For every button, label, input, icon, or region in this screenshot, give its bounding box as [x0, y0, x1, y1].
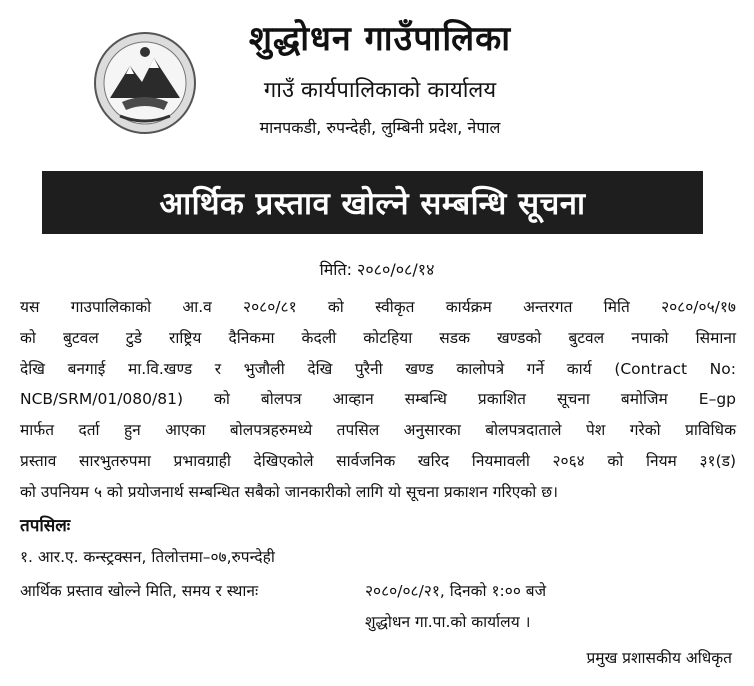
opening-label: आर्थिक प्रस्ताव खोल्ने मिति, समय र स्थानः — [20, 582, 259, 600]
body-line: को उपनियम ५ को प्रयोजनार्थ सम्बन्धित सबैको जानकारीको लागि यो सूचना प्रकाशन गरिएको छ। — [20, 482, 558, 501]
notice-title: आर्थिक प्रस्ताव खोल्ने सम्बन्धि सूचना — [159, 185, 586, 222]
body-line: प्रस्ताव सारभुतरुपमा प्रभावग्राही देखिएकोले सार्वजनिक खरिद नियमावली २०६४ को नियम ३१(ड) — [20, 451, 736, 470]
opening-datetime: २०८०/०८/२१, दिनको १:०० बजे — [365, 582, 547, 600]
signatory-title: प्रमुख प्रशासकीय अधिकृत — [586, 649, 732, 667]
notice-body — [20, 292, 736, 508]
org-title: शुद्धोधन गाउँपालिका — [248, 19, 512, 59]
office-name: गाउँ कार्यपालिकाको कार्यालय — [263, 78, 497, 103]
body-line: यस गाउपालिकाको आ.व २०८०/८१ को स्वीकृत कार्यक्रम अन्तरगत मिति २०८०/०५/१७ — [20, 298, 736, 316]
nepal-emblem-icon — [90, 28, 200, 138]
office-address: मानपकडी, रुपन्देही, लुम्बिनी प्रदेश, नेपाल — [259, 118, 501, 137]
body-line: देखि बनगाई मा.वि.खण्ड र भुजौली देखि पुरैनी खण्ड कालोपत्रे गर्ने कार्य (Contract No: — [20, 359, 736, 378]
body-line: को बुटवल टुडे राष्ट्रिय दैनिकमा केदली कोटहिया सडक खण्डको बुटवल नपाको सिमाना — [20, 328, 736, 347]
notice-title-banner — [42, 171, 703, 234]
bidder-item: १. आर.ए. कन्स्ट्रक्सन, तिलोत्तमा–०७,रुपन्देही — [20, 548, 275, 566]
notice-date: मिति: २०८०/०८/१४ — [319, 260, 435, 279]
body-line: मार्फत दर्ता हुन आएका बोलपत्रहरुमध्ये तपसिल अनुसारका बोलपत्रदाताले पेश गरेको प्राविधिक — [20, 421, 736, 440]
opening-venue: शुद्धोधन गा.पा.को कार्यालय । — [365, 613, 531, 631]
body-line: NCB/SRM/01/080/81) को बोलपत्र आव्हान सम्बन्धि प्रकाशित सूचना बमोजिम E–gp — [20, 390, 736, 409]
details-heading: तपसिलः — [20, 516, 71, 536]
